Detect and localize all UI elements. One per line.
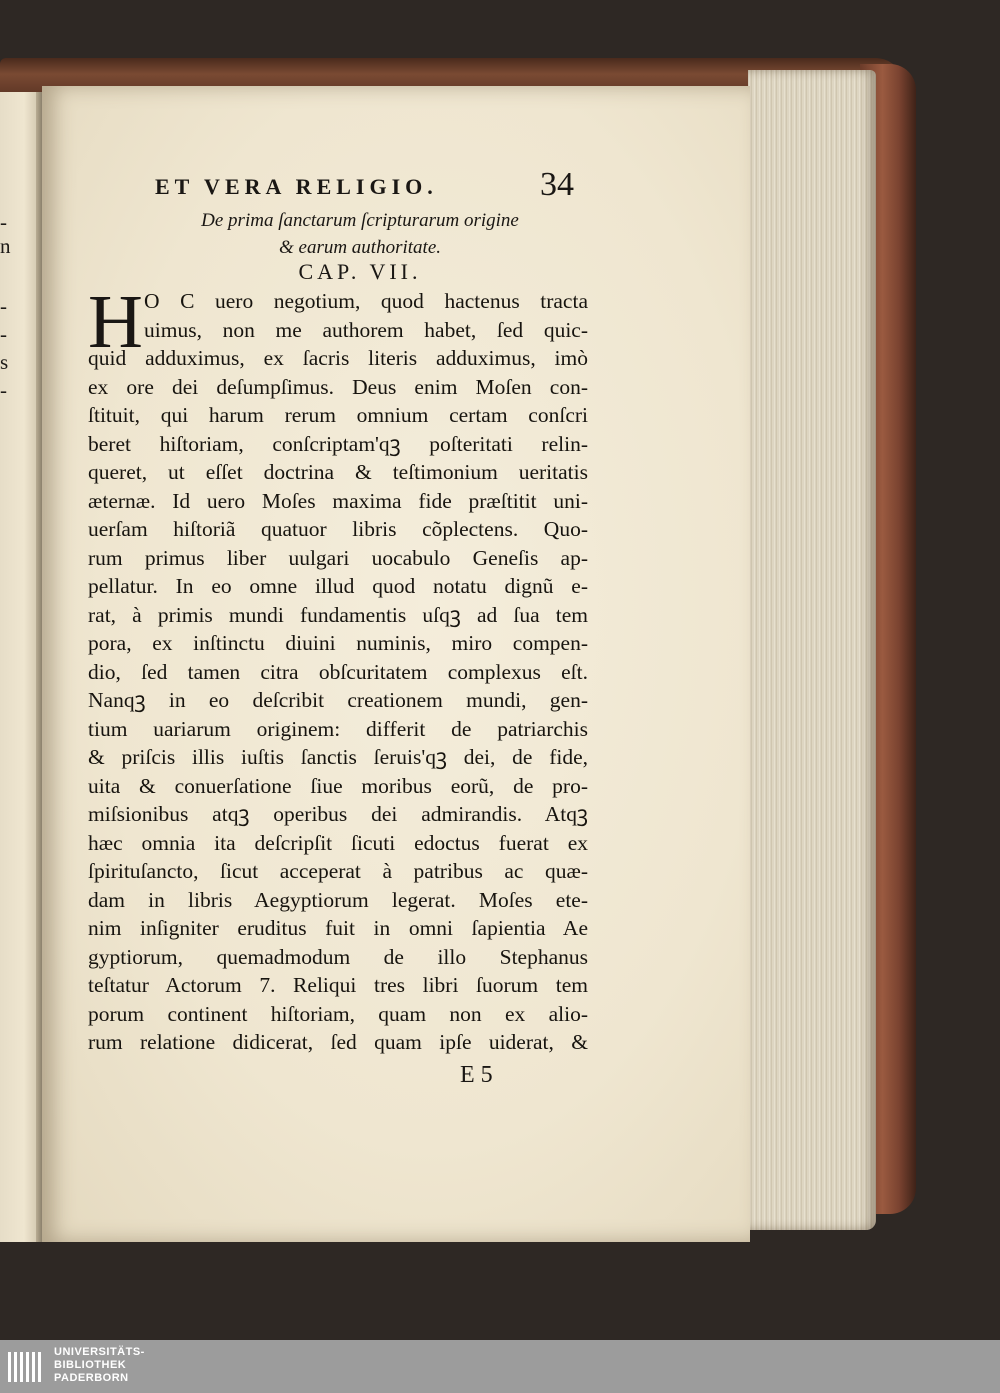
library-name-line: PADERBORN — [54, 1372, 129, 1384]
running-head: ET VERA RELIGIO. — [155, 174, 438, 199]
text-line: tium uariarum originem: differit de patriarchis — [88, 716, 588, 741]
text-line: Nanqꝫ in eo deſcribit creationem mundi, gen- — [88, 688, 588, 712]
text-line: ex ore dei deſumpſimus. Deus enim Moſen con- — [88, 374, 588, 399]
library-footer-bar — [0, 1340, 1000, 1393]
left-page-char: - — [0, 294, 7, 318]
text-line: ſtituit, qui harum rerum omnium certam conſcri — [88, 403, 588, 427]
text-line: dio, ſed tamen citra obſcuritatem complexus eſt. — [88, 659, 588, 684]
text-line: ſpirituſancto, ſicut acceperat à patribus ac quæ- — [88, 859, 588, 883]
body-text — [88, 280, 588, 1057]
left-page-char: - — [0, 378, 7, 402]
page-edges — [748, 70, 876, 1230]
text-line: gyptiorum, quemadmodum de illo Stephanus — [88, 944, 588, 969]
left-page-char: s — [0, 350, 9, 374]
catchword-signature: E 5 — [460, 1062, 493, 1088]
text-line: queret, ut eſſet doctrina & teſtimonium ueritatis — [88, 460, 588, 484]
text-line: O C uero negotium, quod hactenus tracta — [144, 289, 588, 313]
left-page-fragment — [0, 92, 40, 1242]
text-line: porum continent hiſtoriam, quam non ex alio- — [88, 1001, 588, 1026]
text-line: æternæ. Id uero Moſes maxima fide præſtitit uni- — [88, 488, 588, 513]
text-line: pora, ex inſtinctu diuini numinis, miro compen- — [88, 631, 588, 655]
text-line: uita & conuerſatione ſiue moribus eorũ, de pro- — [88, 773, 588, 798]
text-line: nim inſigniter eruditus fuit in omni ſapientia Ae — [88, 916, 588, 940]
chapter-heading: CAP. VII. — [298, 259, 422, 284]
text-line: rat, à primis mundi fundamentis uſqꝫ ad ſua tem — [88, 602, 588, 627]
text-line: teſtatur Actorum 7. Reliqui tres libri ſuorum tem — [88, 973, 588, 997]
left-page-char: - — [0, 322, 7, 346]
text-line: miſsionibus atqꝫ operibus dei admirandis. Atqꝫ — [88, 802, 588, 826]
text-line: dam in libris Aegyptiorum legerat. Moſes ete- — [88, 887, 588, 912]
library-name — [54, 1346, 145, 1385]
text-line: uimus, non me authorem habet, ſed quic- — [144, 317, 588, 342]
text-line: & priſcis illis iuſtis ſanctis ſeruis'qꝫ dei, de fide, — [88, 745, 588, 769]
text-line: pellatur. In eo omne illud quod notatu dignũ e- — [88, 574, 588, 598]
drop-cap: H — [88, 280, 143, 364]
subtitle-line: De prima ſanctarum ſcripturarum origine — [201, 210, 519, 231]
text-line: rum relatione didicerat, ſed quam ipſe uiderat, & — [88, 1030, 588, 1054]
text-line: uerſam hiſtoriã quatuor libris cõplectens. Quo- — [88, 517, 588, 541]
text-line: quid adduximus, ex ſacris literis adduximus, imò — [88, 346, 588, 370]
left-page-char: n — [0, 234, 11, 258]
text-line: rum primus liber uulgari uocabulo Geneſis ap- — [88, 545, 588, 570]
library-logo-icon — [6, 1348, 46, 1386]
text-line: beret hiſtoriam, conſcriptam'qꝫ poſteritati relin- — [88, 431, 588, 456]
page-number: 34 — [540, 166, 574, 203]
text-line: hæc omnia ita deſcripſit ſicuti edoctus fuerat ex — [88, 830, 588, 855]
subtitle-line: & earum authoritate. — [278, 237, 442, 258]
left-page-char: - — [0, 210, 7, 234]
page-header — [155, 166, 595, 206]
library-name-line: UNIVERSITÄTS- — [54, 1346, 145, 1358]
chapter-subtitle — [150, 207, 570, 261]
library-name-line: BIBLIOTHEK — [54, 1359, 127, 1371]
